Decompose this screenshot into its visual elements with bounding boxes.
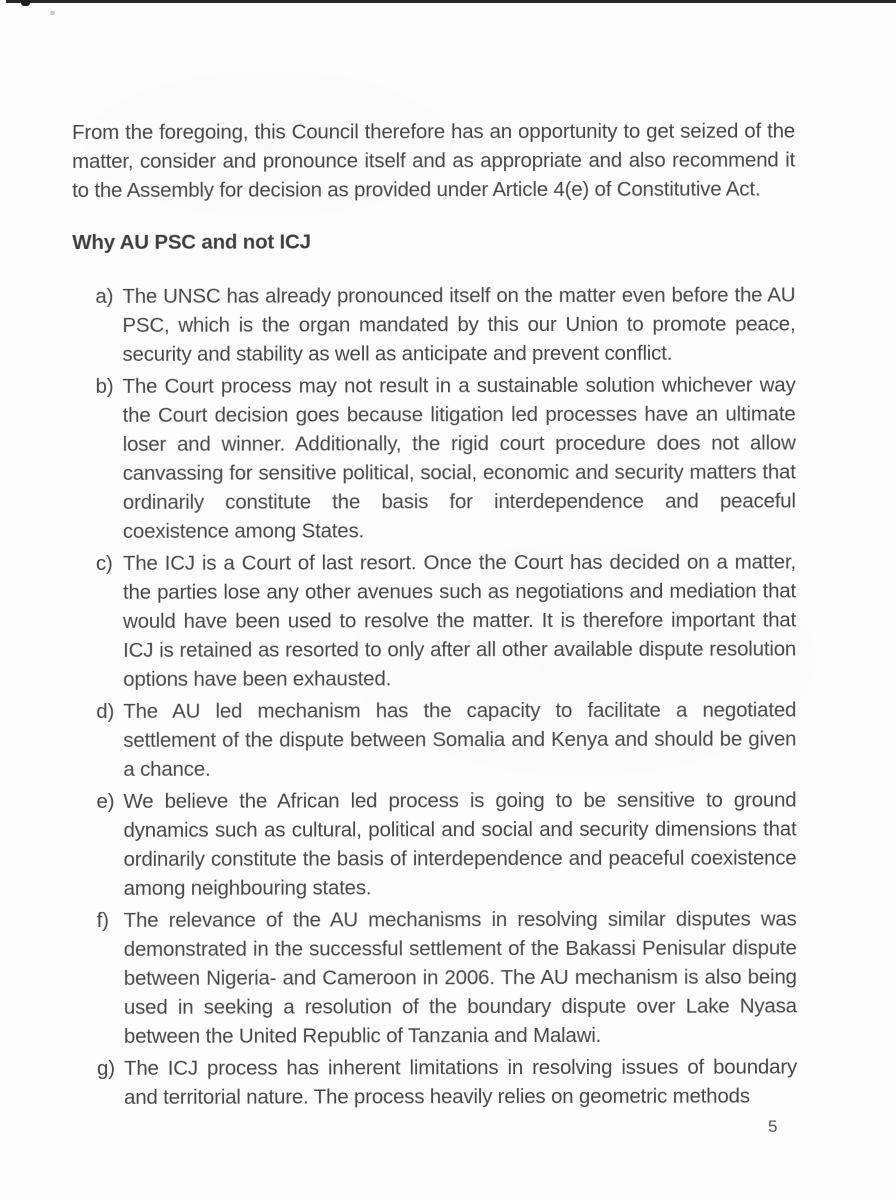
- scan-artifact-blob: [21, 0, 30, 6]
- page-number: 5: [768, 1117, 778, 1136]
- list-item-label: g): [96, 1056, 115, 1080]
- list-item-label: a): [95, 284, 114, 308]
- list-item: [96, 370, 796, 545]
- scan-artifact-top-bar: [6, 0, 896, 3]
- list-item: [96, 695, 796, 783]
- list-item-text: The relevance of the AU mechanisms in resolving similar disputes was demonstrated in the successful settlement of the Bakassi Penisular dispute between Nigeria- and Cameroon in 2006. The AU mechanism is also being used in seeking a resolution of the boundary dispute over Lake Nyasa between the United Republic of Tanzania and Malawi.: [123, 907, 797, 1048]
- list-item: [97, 1052, 797, 1111]
- list-item-text: We believe the African led process is going to be sensitive to ground dynamics such as cultural, political and social and security dimensions that ordinarily constitute the basis of interdependence and peaceful coexistence among neighbouring states.: [123, 788, 797, 900]
- reasons-list: [72, 280, 797, 1112]
- list-item-text: The AU led mechanism has the capacity to facilitate a negotiated settlement of the dispute between Somalia and Kenya and should be given a chance.: [123, 698, 797, 781]
- document-content: [72, 116, 797, 1115]
- list-item-label: e): [96, 789, 115, 813]
- list-item: [95, 280, 795, 368]
- scan-artifact-dot: [50, 11, 55, 15]
- section-heading: Why AU PSC and not ICJ: [72, 230, 311, 254]
- list-item-text: The Court process may not result in a sustainable solution whichever way the Court decision goes because litigation led processes have an ultimate loser and winner. Additionally, the rigid court procedure does not allow canvassing for sensitive political, social, economic and security matters that ordinarily constitute the basis for interdependence and peaceful coexistence among States.: [122, 373, 796, 543]
- list-item: [96, 547, 796, 693]
- list-item-label: f): [96, 908, 109, 932]
- list-item: [96, 785, 796, 902]
- list-item-label: c): [95, 551, 113, 575]
- intro-paragraph: From the foregoing, this Council therefore has an opportunity to get seized of the matter, consider and pronounce itself and as appropriate and also recommend it to the Assembly for decision as provided under Article 4(e) of Constitutive Act.: [72, 119, 796, 202]
- list-item: [97, 904, 797, 1050]
- list-item-text: The ICJ process has inherent limitations in resolving issues of boundary and territorial nature. The process heavily relies on geometric methods: [123, 1055, 798, 1109]
- list-item-text: The ICJ is a Court of last resort. Once the Court has decided on a matter, the parties lose any other avenues such as negotiations and mediation that would have been used to resolve the matter. It is therefore important that ICJ is retained as resorted to only after all other available dispute resolution options have been exhausted.: [122, 550, 797, 691]
- list-item-text: The UNSC has already pronounced itself on the matter even before the AU PSC, which is the organ mandated by this our Union to promote peace, security and stability as well as anticipate and prevent conflict.: [122, 283, 796, 366]
- list-item-label: b): [95, 374, 114, 398]
- list-item-label: d): [96, 699, 115, 723]
